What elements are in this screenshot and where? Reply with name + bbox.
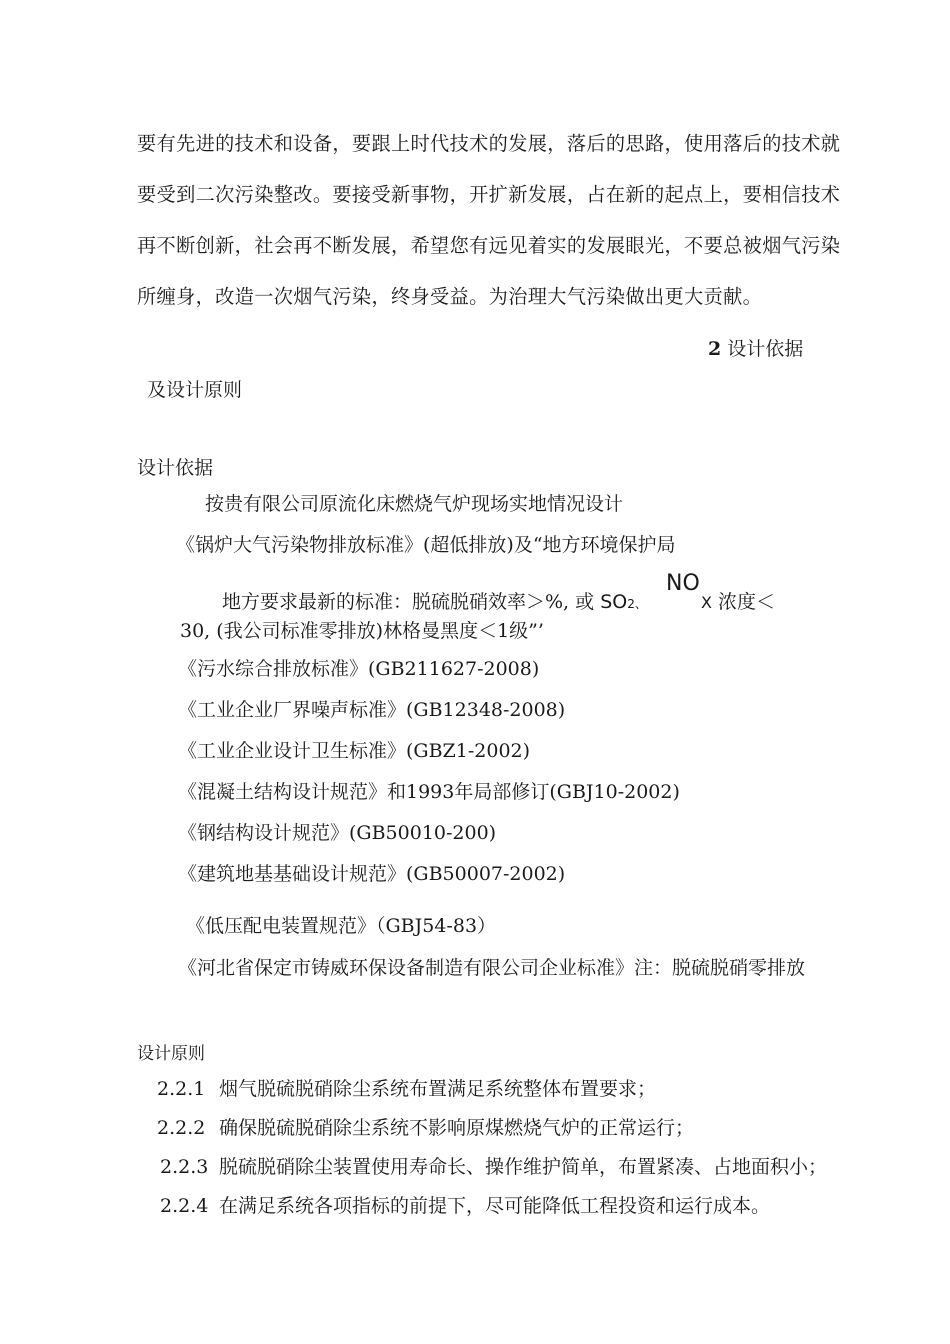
principle-number: 2.2.2	[157, 1117, 206, 1139]
intro-line-2: 要受到二次污染整改。要接受新事物，开扩新发展，占在新的起点上，要相信技术	[137, 183, 841, 206]
principle-text: 烟气脱硫脱硝除尘系统布置满足系统整体布置要求；	[219, 1078, 657, 1100]
standard-hygiene: 《工业企业设计卫生标准》(GBZ1-2002)	[178, 740, 531, 762]
standard-low-voltage: 《低压配电装置规范》（GBJ54-83）	[186, 915, 497, 937]
standard-steel: 《钢结构设计规范》(GB50010-200)	[178, 822, 497, 844]
local-standard-suffix: 浓度＜	[717, 591, 775, 613]
section-number: 2	[708, 338, 722, 360]
intro-line-4: 所缠身，改造一次烟气污染，终身受益。为治理大气污染做出更大贡献。	[137, 285, 763, 308]
basis-heading: 设计依据	[137, 457, 214, 479]
principle-number: 2.2.4	[160, 1195, 209, 1217]
nox-formula: NO	[666, 571, 700, 596]
principle-number: 2.2.3	[160, 1156, 209, 1178]
standard-noise: 《工业企业厂界噪声标准》(GB12348-2008)	[178, 699, 566, 721]
local-standard-prefix: 地方要求最新的标准：脱硫脱硝效率＞%, 或	[222, 591, 595, 613]
basis-item-boiler-standard: 《锅炉大气污染物排放标准》(超低排放)及“地方环境保护局	[176, 534, 676, 556]
so2-formula: SO2	[600, 591, 635, 613]
intro-line-3: 再不断创新，社会再不断发展，希望您有远见着实的发展眼光，不要总被烟气污染	[137, 234, 841, 257]
basis-item-onsite: 按贵有限公司原流化床燃烧气炉现场实地情况设计	[205, 493, 624, 515]
principle-text: 确保脱硫脱硝除尘系统不影响原煤燃烧气炉的正常运行；	[219, 1117, 695, 1139]
principle-number: 2.2.1	[157, 1078, 206, 1100]
principle-item	[160, 1155, 827, 1179]
nox-subscript: X	[700, 593, 712, 612]
basis-item-ringelmann: 30, (我公司标准零排放)林格曼黑度＜1级”’	[180, 620, 544, 642]
section-title-part2: 及设计原则	[147, 379, 243, 401]
standard-hebei-enterprise: 《河北省保定市铸威环保设备制造有限公司企业标准》注：脱硫脱硝零排放	[178, 957, 806, 979]
standard-wastewater: 《污水综合排放标准》(GB211627-2008)	[178, 658, 540, 680]
standard-foundation: 《建筑地基基础设计规范》(GB50007-2002)	[178, 863, 566, 885]
section-title-part1: 设计依据	[727, 338, 804, 360]
formula-separator: 、	[634, 597, 647, 611]
principle-item	[157, 1077, 656, 1101]
principles-heading: 设计原则	[137, 1044, 205, 1064]
section-heading	[708, 337, 803, 361]
principle-text: 在满足系统各项指标的前提下，尽可能降低工程投资和运行成本。	[219, 1195, 771, 1217]
intro-line-1: 要有先进的技术和设备，要跟上时代技术的发展，落后的思路，使用落后的技术就	[137, 132, 841, 155]
principle-item	[157, 1116, 694, 1140]
principle-item	[160, 1194, 770, 1218]
standard-concrete: 《混凝土结构设计规范》和1993年局部修订(GBJ10-2002)	[178, 781, 680, 803]
principle-text: 脱硫脱硝除尘装置使用寿命长、操作维护简单，布置紧凑、占地面积小；	[219, 1156, 828, 1178]
